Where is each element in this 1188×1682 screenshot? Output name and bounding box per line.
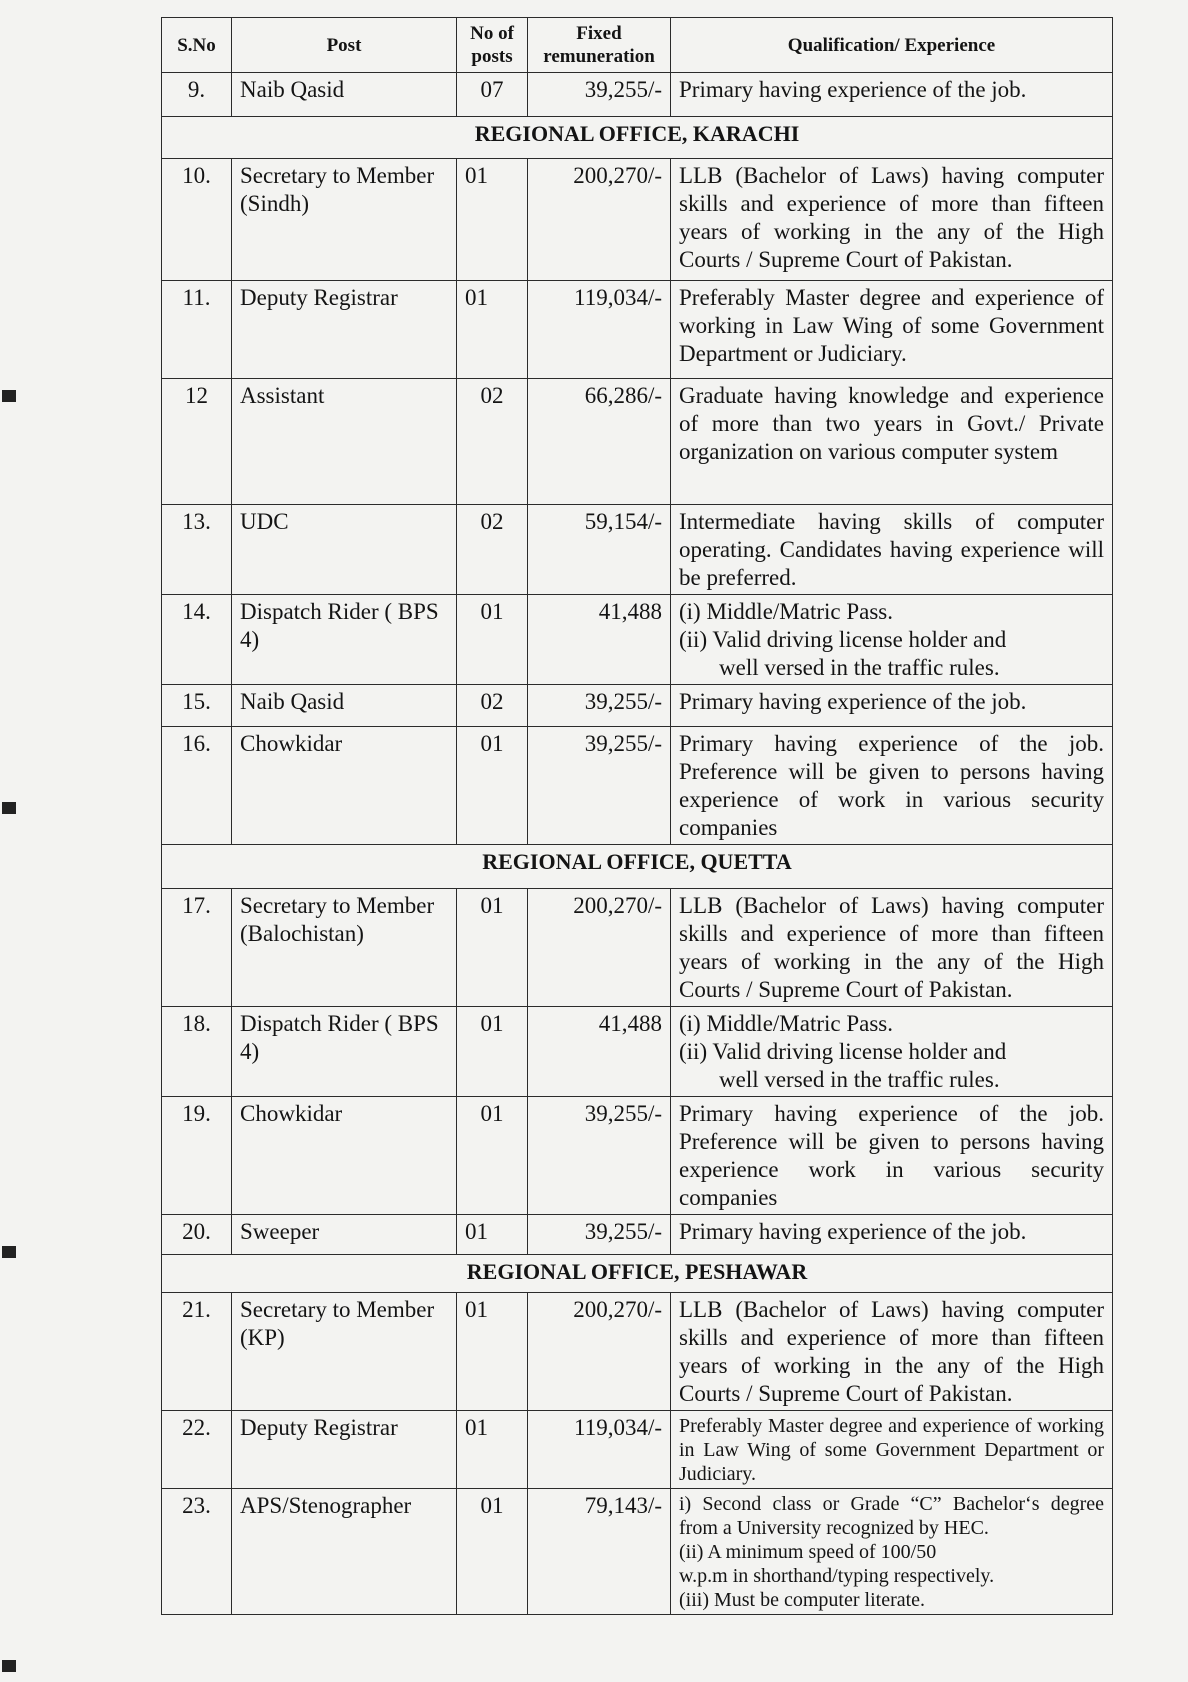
table-row — [162, 1007, 1113, 1097]
cell-sno: 12 — [162, 379, 232, 505]
cell-qualification: Primary having experience of the job. Preference will be given to persons having experience work in various security companies — [671, 1097, 1113, 1215]
table-header-row — [162, 18, 1113, 73]
header-pay — [528, 18, 671, 73]
cell-sno: 9. — [162, 73, 232, 117]
cell-posts: 02 — [457, 505, 528, 595]
cell-posts: 01 — [457, 281, 528, 379]
cell-post: Dispatch Rider ( BPS 4) — [232, 1007, 457, 1097]
cell-posts: 07 — [457, 73, 528, 117]
header-post: Post — [232, 18, 457, 73]
cell-post: Naib Qasid — [232, 685, 457, 727]
table-row — [162, 159, 1113, 281]
cell-pay: 59,154/- — [528, 505, 671, 595]
cell-sno: 21. — [162, 1293, 232, 1411]
cell-sno: 23. — [162, 1489, 232, 1615]
cell-qualification: Primary having experience of the job. — [671, 1215, 1113, 1255]
cell-qualification: Primary having experience of the job. Preference will be given to persons having experience of work in various security companies — [671, 727, 1113, 845]
table-row — [162, 889, 1113, 1007]
cell-pay: 41,488 — [528, 595, 671, 685]
cell-posts: 01 — [457, 595, 528, 685]
cell-posts: 01 — [457, 159, 528, 281]
cell-sno: 18. — [162, 1007, 232, 1097]
cell-pay: 39,255/- — [528, 727, 671, 845]
cell-qualification: Preferably Master degree and experience of working in Law Wing of some Government Department or Judiciary. — [671, 1411, 1113, 1489]
qualification-line: w.p.m in shorthand/typing respectively. — [679, 1565, 995, 1587]
cell-qualification: Primary having experience of the job. — [671, 685, 1113, 727]
table-row — [162, 73, 1113, 117]
cell-post: Naib Qasid — [232, 73, 457, 117]
cell-pay: 39,255/- — [528, 685, 671, 727]
cell-sno: 22. — [162, 1411, 232, 1489]
cell-qualification: Primary having experience of the job. — [671, 73, 1113, 117]
cell-post: UDC — [232, 505, 457, 595]
table-row — [162, 1215, 1113, 1255]
cell-qualification — [671, 1007, 1113, 1097]
cell-sno: 16. — [162, 727, 232, 845]
table-row — [162, 281, 1113, 379]
cell-pay: 66,286/- — [528, 379, 671, 505]
qualification-line: (iii) Must be computer literate. — [679, 1589, 926, 1611]
cell-sno: 15. — [162, 685, 232, 727]
cell-post: Chowkidar — [232, 727, 457, 845]
qualification-line: (i) Middle/Matric Pass. — [679, 599, 893, 624]
cell-pay: 200,270/- — [528, 159, 671, 281]
section-heading-peshawar: REGIONAL OFFICE, PESHAWAR — [162, 1255, 1113, 1293]
cell-pay: 79,143/- — [528, 1489, 671, 1615]
cell-sno: 19. — [162, 1097, 232, 1215]
table-row — [162, 1097, 1113, 1215]
cell-posts: 01 — [457, 1293, 528, 1411]
cell-posts: 01 — [457, 1215, 528, 1255]
qualification-line: (ii) Valid driving license holder and — [679, 1039, 1007, 1064]
vacancies-table — [161, 17, 1113, 1615]
table-row — [162, 1293, 1113, 1411]
qualification-line: well versed in the traffic rules. — [719, 1067, 1000, 1092]
cell-pay: 200,270/- — [528, 1293, 671, 1411]
cell-post: Secretary to Member (Sindh) — [232, 159, 457, 281]
scan-mark — [2, 1660, 16, 1672]
cell-qualification: LLB (Bachelor of Laws) having computer skills and experience of more than fifteen years of working in the any of the High Courts / Supreme Court of Pakistan. — [671, 159, 1113, 281]
table-row — [162, 379, 1113, 505]
header-pay-line2: remuneration — [543, 46, 655, 67]
cell-post: Secretary to Member (Balochistan) — [232, 889, 457, 1007]
cell-posts: 01 — [457, 1489, 528, 1615]
table-row — [162, 1489, 1113, 1615]
scan-mark — [2, 1246, 16, 1258]
table-row — [162, 595, 1113, 685]
section-row — [162, 1255, 1113, 1293]
cell-post: Deputy Registrar — [232, 1411, 457, 1489]
cell-pay: 119,034/- — [528, 281, 671, 379]
cell-post: Assistant — [232, 379, 457, 505]
section-heading-karachi: REGIONAL OFFICE, KARACHI — [162, 117, 1113, 159]
table-row — [162, 505, 1113, 595]
cell-post: Deputy Registrar — [232, 281, 457, 379]
qualification-line: (ii) A minimum speed of 100/50 — [679, 1541, 937, 1563]
scan-mark — [2, 802, 16, 814]
header-posts-line2: posts — [471, 46, 513, 67]
cell-sno: 17. — [162, 889, 232, 1007]
cell-qualification — [671, 1489, 1113, 1615]
section-row — [162, 845, 1113, 889]
section-row — [162, 117, 1113, 159]
qualification-line: (i) Middle/Matric Pass. — [679, 1011, 893, 1036]
cell-pay: 39,255/- — [528, 1097, 671, 1215]
cell-qualification: Intermediate having skills of computer operating. Candidates having experience will be preferred. — [671, 505, 1113, 595]
qualification-line: (ii) Valid driving license holder and — [679, 627, 1007, 652]
cell-post: Sweeper — [232, 1215, 457, 1255]
header-sno: S.No — [162, 18, 232, 73]
cell-posts: 01 — [457, 727, 528, 845]
cell-post: Dispatch Rider ( BPS 4) — [232, 595, 457, 685]
header-posts-line1: No of — [470, 23, 514, 44]
qualification-line: i) Second class or Grade “C” Bachelor‘s degree from a University recognized by HEC. — [679, 1493, 1104, 1539]
cell-pay: 39,255/- — [528, 1215, 671, 1255]
cell-qualification — [671, 595, 1113, 685]
cell-qualification: LLB (Bachelor of Laws) having computer skills and experience of more than fifteen years of working in the any of the High Courts / Supreme Court of Pakistan. — [671, 1293, 1113, 1411]
cell-posts: 01 — [457, 1097, 528, 1215]
section-heading-quetta: REGIONAL OFFICE, QUETTA — [162, 845, 1113, 889]
header-qualification: Qualification/ Experience — [671, 18, 1113, 73]
cell-post: APS/Stenographer — [232, 1489, 457, 1615]
table-row — [162, 685, 1113, 727]
cell-sno: 20. — [162, 1215, 232, 1255]
cell-pay: 119,034/- — [528, 1411, 671, 1489]
cell-qualification: Preferably Master degree and experience of working in Law Wing of some Government Department or Judiciary. — [671, 281, 1113, 379]
cell-sno: 14. — [162, 595, 232, 685]
header-pay-line1: Fixed — [576, 23, 622, 44]
scan-mark — [2, 390, 16, 402]
cell-posts: 02 — [457, 379, 528, 505]
cell-posts: 01 — [457, 1007, 528, 1097]
cell-sno: 11. — [162, 281, 232, 379]
header-posts — [457, 18, 528, 73]
table-row — [162, 727, 1113, 845]
cell-pay: 39,255/- — [528, 73, 671, 117]
qualification-line: well versed in the traffic rules. — [719, 655, 1000, 680]
cell-posts: 02 — [457, 685, 528, 727]
cell-sno: 13. — [162, 505, 232, 595]
cell-post: Chowkidar — [232, 1097, 457, 1215]
cell-qualification: LLB (Bachelor of Laws) having computer skills and experience of more than fifteen years of working in the any of the High Courts / Supreme Court of Pakistan. — [671, 889, 1113, 1007]
cell-pay: 41,488 — [528, 1007, 671, 1097]
cell-posts: 01 — [457, 1411, 528, 1489]
cell-qualification: Graduate having knowledge and experience of more than two years in Govt./ Private organization on various computer system — [671, 379, 1113, 505]
cell-posts: 01 — [457, 889, 528, 1007]
cell-sno: 10. — [162, 159, 232, 281]
cell-pay: 200,270/- — [528, 889, 671, 1007]
table-row — [162, 1411, 1113, 1489]
cell-post: Secretary to Member (KP) — [232, 1293, 457, 1411]
